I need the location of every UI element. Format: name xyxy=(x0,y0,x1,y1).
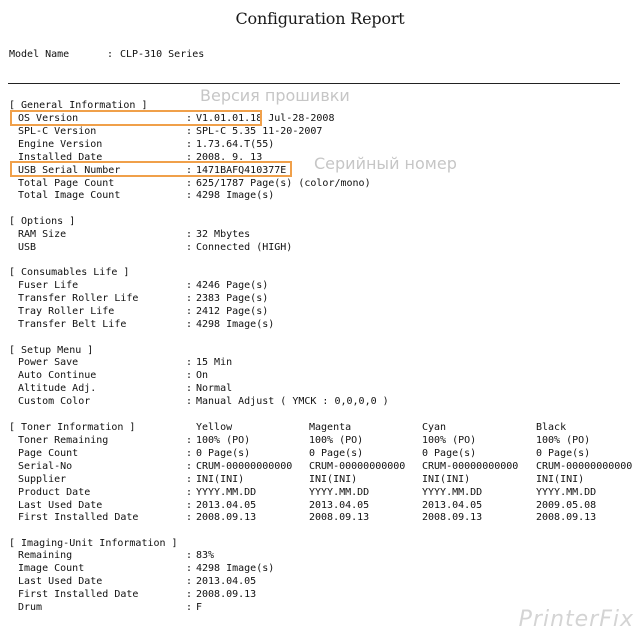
consumables-section-header: [ Consumables Life ] xyxy=(9,267,130,278)
toner-row-2-value-cyan: CRUM-00000000000 xyxy=(422,461,519,472)
consumables-row-0-colon: : xyxy=(186,280,193,291)
toner-row-5-value-cyan: 2013.04.05 xyxy=(422,500,483,511)
toner-column-cyan: Cyan xyxy=(422,422,447,433)
toner-column-magenta: Magenta xyxy=(309,422,352,433)
toner-row-2-colon: : xyxy=(186,461,193,472)
options-row-1-label: USB xyxy=(18,242,37,253)
model-name-label: Model Name xyxy=(9,49,70,60)
os-version-highlight xyxy=(10,110,262,126)
toner-row-4-value-yellow: YYYY.MM.DD xyxy=(196,487,257,498)
imaging-section-header: [ Imaging-Unit Information ] xyxy=(9,538,178,549)
imaging-row-1-colon: : xyxy=(186,563,193,574)
toner-row-6-value-black: 2008.09.13 xyxy=(536,512,597,523)
toner-row-3-label: Supplier xyxy=(18,474,67,485)
consumables-row-1-value: 2383 Page(s) xyxy=(196,293,269,304)
setup-row-2-label: Altitude Adj. xyxy=(18,383,97,394)
consumables-row-3-colon: : xyxy=(186,319,193,330)
firmware-annotation: Версия прошивки xyxy=(200,86,350,105)
consumables-row-1-colon: : xyxy=(186,293,193,304)
options-row-1-value: Connected (HIGH) xyxy=(196,242,293,253)
general-row-0-colon: : xyxy=(186,113,193,124)
setup-row-3-label: Custom Color xyxy=(18,396,91,407)
setup-row-3-value: Manual Adjust ( YMCK : 0,0,0,0 ) xyxy=(196,396,389,407)
toner-row-3-value-cyan: INI(INI) xyxy=(422,474,471,485)
general-row-4-value: 1471BAFQ410377E xyxy=(196,165,287,176)
general-row-6-colon: : xyxy=(186,190,193,201)
toner-row-6-label: First Installed Date xyxy=(18,512,139,523)
toner-row-1-value-black: 0 Page(s) xyxy=(536,448,591,459)
setup-row-3-colon: : xyxy=(186,396,193,407)
toner-row-5-value-magenta: 2013.04.05 xyxy=(309,500,370,511)
options-row-0-colon: : xyxy=(186,229,193,240)
imaging-row-1-label: Image Count xyxy=(18,563,85,574)
toner-row-3-colon: : xyxy=(186,474,193,485)
setup-row-0-colon: : xyxy=(186,357,193,368)
consumables-row-0-value: 4246 Page(s) xyxy=(196,280,269,291)
toner-row-0-value-yellow: 100% (PO) xyxy=(196,435,251,446)
general-section-header: [ General Information ] xyxy=(9,100,148,111)
general-row-6-label: Total Image Count xyxy=(18,190,121,201)
general-row-1-colon: : xyxy=(186,126,193,137)
toner-row-1-value-yellow: 0 Page(s) xyxy=(196,448,251,459)
toner-section-header: [ Toner Information ] xyxy=(9,422,136,433)
general-row-5-label: Total Page Count xyxy=(18,178,115,189)
toner-row-1-value-cyan: 0 Page(s) xyxy=(422,448,477,459)
toner-row-5-value-yellow: 2013.04.05 xyxy=(196,500,257,511)
toner-row-4-colon: : xyxy=(186,487,193,498)
general-row-5-value: 625/1787 Page(s) (color/mono) xyxy=(196,178,371,189)
toner-row-1-value-magenta: 0 Page(s) xyxy=(309,448,364,459)
general-row-6-value: 4298 Image(s) xyxy=(196,190,275,201)
general-row-4-colon: : xyxy=(186,165,193,176)
setup-section-header: [ Setup Menu ] xyxy=(9,345,94,356)
toner-row-2-value-yellow: CRUM-00000000000 xyxy=(196,461,293,472)
toner-row-1-label: Page Count xyxy=(18,448,79,459)
general-row-3-label: Installed Date xyxy=(18,152,103,163)
options-row-0-value: 32 Mbytes xyxy=(196,229,251,240)
imaging-row-4-value: F xyxy=(196,602,203,613)
setup-row-1-label: Auto Continue xyxy=(18,370,97,381)
imaging-row-1-value: 4298 Image(s) xyxy=(196,563,275,574)
toner-row-0-value-black: 100% (PO) xyxy=(536,435,591,446)
setup-row-1-colon: : xyxy=(186,370,193,381)
general-row-1-label: SPL-C Version xyxy=(18,126,97,137)
general-row-1-value: SPL-C 5.35 11-20-2007 xyxy=(196,126,323,137)
general-row-0-value: V1.01.01.18 Jul-28-2008 xyxy=(196,113,335,124)
general-row-4-label: USB Serial Number xyxy=(18,165,121,176)
consumables-row-3-value: 4298 Image(s) xyxy=(196,319,275,330)
imaging-row-0-value: 83% xyxy=(196,550,215,561)
consumables-row-2-colon: : xyxy=(186,306,193,317)
header-rule xyxy=(8,83,620,84)
general-row-5-colon: : xyxy=(186,178,193,189)
report-title: Configuration Report xyxy=(235,9,405,28)
imaging-row-0-label: Remaining xyxy=(18,550,73,561)
toner-row-3-value-yellow: INI(INI) xyxy=(196,474,245,485)
toner-row-0-colon: : xyxy=(186,435,193,446)
model-name-colon: : xyxy=(107,49,114,60)
toner-row-6-value-cyan: 2008.09.13 xyxy=(422,512,483,523)
consumables-row-2-value: 2412 Page(s) xyxy=(196,306,269,317)
setup-row-0-label: Power Save xyxy=(18,357,79,368)
options-section-header: [ Options ] xyxy=(9,216,76,227)
options-row-0-label: RAM Size xyxy=(18,229,67,240)
toner-row-5-colon: : xyxy=(186,500,193,511)
imaging-row-4-colon: : xyxy=(186,602,193,613)
options-row-1-colon: : xyxy=(186,242,193,253)
model-name-value: CLP-310 Series xyxy=(120,49,205,60)
toner-row-2-value-magenta: CRUM-00000000000 xyxy=(309,461,406,472)
serial-number-highlight xyxy=(10,161,292,177)
consumables-row-3-label: Transfer Belt Life xyxy=(18,319,127,330)
toner-column-black: Black xyxy=(536,422,567,433)
toner-column-yellow: Yellow xyxy=(196,422,233,433)
toner-row-2-value-black: CRUM-00000000000 xyxy=(536,461,633,472)
toner-row-1-colon: : xyxy=(186,448,193,459)
toner-row-3-value-black: INI(INI) xyxy=(536,474,585,485)
imaging-row-3-colon: : xyxy=(186,589,193,600)
imaging-row-2-colon: : xyxy=(186,576,193,587)
imaging-row-0-colon: : xyxy=(186,550,193,561)
general-row-3-value: 2008. 9. 13 xyxy=(196,152,263,163)
toner-row-5-label: Last Used Date xyxy=(18,500,103,511)
toner-row-6-value-yellow: 2008.09.13 xyxy=(196,512,257,523)
imaging-row-3-label: First Installed Date xyxy=(18,589,139,600)
setup-row-1-value: On xyxy=(196,370,209,381)
setup-row-2-value: Normal xyxy=(196,383,233,394)
imaging-row-2-label: Last Used Date xyxy=(18,576,103,587)
toner-row-3-value-magenta: INI(INI) xyxy=(309,474,358,485)
general-row-3-colon: : xyxy=(186,152,193,163)
toner-row-4-value-cyan: YYYY.MM.DD xyxy=(422,487,483,498)
toner-row-4-label: Product Date xyxy=(18,487,91,498)
imaging-row-2-value: 2013.04.05 xyxy=(196,576,257,587)
toner-row-0-value-cyan: 100% (PO) xyxy=(422,435,477,446)
general-row-0-label: OS Version xyxy=(18,113,79,124)
toner-row-4-value-black: YYYY.MM.DD xyxy=(536,487,597,498)
consumables-row-0-label: Fuser Life xyxy=(18,280,79,291)
general-row-2-label: Engine Version xyxy=(18,139,103,150)
toner-row-0-label: Toner Remaining xyxy=(18,435,109,446)
toner-row-5-value-black: 2009.05.08 xyxy=(536,500,597,511)
consumables-row-1-label: Transfer Roller Life xyxy=(18,293,139,304)
toner-row-0-value-magenta: 100% (PO) xyxy=(309,435,364,446)
watermark: PrinterFix xyxy=(518,607,634,632)
toner-row-6-colon: : xyxy=(186,512,193,523)
serial-annotation: Серийный номер xyxy=(314,154,457,173)
general-row-2-value: 1.73.64.T(55) xyxy=(196,139,275,150)
toner-row-2-label: Serial-No xyxy=(18,461,73,472)
general-row-2-colon: : xyxy=(186,139,193,150)
setup-row-2-colon: : xyxy=(186,383,193,394)
imaging-row-4-label: Drum xyxy=(18,602,43,613)
toner-row-4-value-magenta: YYYY.MM.DD xyxy=(309,487,370,498)
setup-row-0-value: 15 Min xyxy=(196,357,233,368)
consumables-row-2-label: Tray Roller Life xyxy=(18,306,115,317)
imaging-row-3-value: 2008.09.13 xyxy=(196,589,257,600)
toner-row-6-value-magenta: 2008.09.13 xyxy=(309,512,370,523)
